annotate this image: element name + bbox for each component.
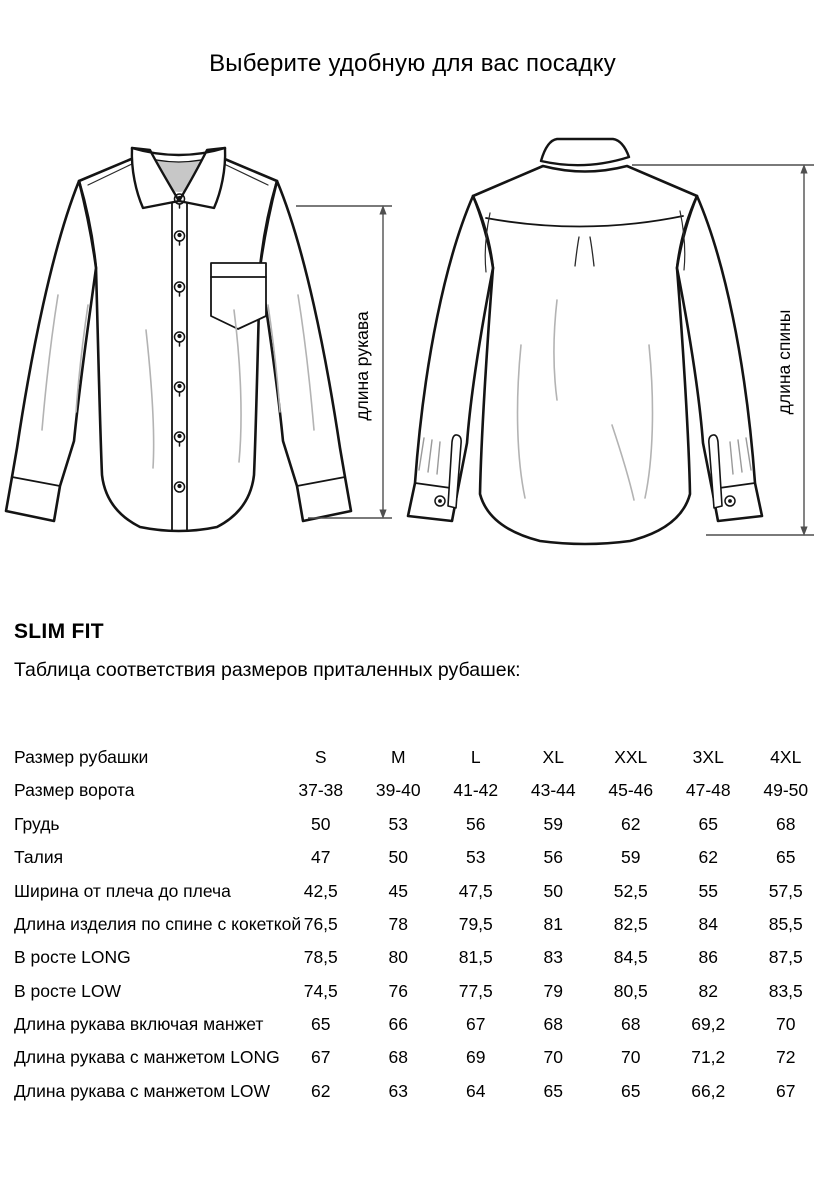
- cell: S: [314, 746, 327, 767]
- cell: 67: [311, 1047, 331, 1068]
- table-row: [14, 1008, 825, 1041]
- cell: 81: [543, 913, 563, 934]
- cell: 67: [776, 1080, 796, 1101]
- back-collar: [541, 139, 629, 165]
- cell: XXL: [614, 746, 648, 767]
- cell: XL: [542, 746, 564, 767]
- table-row: [14, 875, 825, 908]
- cell: 65: [698, 813, 718, 834]
- table-row: [14, 741, 825, 774]
- row-label: В росте LONG: [14, 947, 131, 968]
- cell: 76,5: [303, 913, 338, 934]
- page-title: Выберите удобную для вас посадку: [209, 50, 616, 77]
- size-table: [14, 741, 825, 1108]
- row-label: В росте LOW: [14, 980, 122, 1001]
- cell: 56: [543, 847, 563, 868]
- cell: 53: [388, 813, 408, 834]
- cell: 62: [311, 1080, 331, 1101]
- cell: 69,2: [691, 1014, 726, 1035]
- cell: 59: [621, 847, 641, 868]
- sleeve-length-label: длина рукава: [352, 311, 372, 421]
- row-label: Грудь: [14, 813, 60, 834]
- table-row: [14, 1075, 825, 1108]
- cell: 65: [776, 847, 796, 868]
- cell: 80: [388, 947, 408, 968]
- cell: 55: [698, 880, 718, 901]
- row-label: Длина рукава включая манжет: [14, 1014, 264, 1035]
- table-row: [14, 774, 825, 807]
- cell: M: [390, 746, 406, 767]
- cell: 84: [698, 913, 718, 934]
- cell: 84,5: [613, 947, 648, 968]
- cell: 70: [776, 1014, 796, 1035]
- cell: 4XL: [770, 746, 802, 767]
- cell: 50: [311, 813, 331, 834]
- cell: 87,5: [768, 947, 803, 968]
- cell: 56: [466, 813, 486, 834]
- table-subtitle: Таблица соответствия размеров приталенных рубашек:: [14, 659, 521, 681]
- cell: 50: [388, 847, 408, 868]
- cell: 76: [388, 980, 408, 1001]
- cell: 68: [388, 1047, 408, 1068]
- cell: 43-44: [530, 780, 576, 801]
- cell: 47,5: [458, 880, 493, 901]
- cell: 49-50: [763, 780, 809, 801]
- cell: 45: [388, 880, 408, 901]
- cell: 65: [621, 1080, 641, 1101]
- cell: 67: [466, 1014, 486, 1035]
- cell: L: [470, 746, 481, 767]
- row-label: Размер ворота: [14, 780, 135, 801]
- row-label: Размер рубашки: [14, 746, 149, 767]
- shirt-back-drawing: [408, 139, 762, 544]
- front-body: [79, 157, 277, 531]
- cell: 80,5: [613, 980, 648, 1001]
- cell: 39-40: [375, 780, 421, 801]
- slim-fit-heading: SLIM FIT: [14, 620, 104, 643]
- cell: 68: [621, 1014, 641, 1035]
- cell: 59: [543, 813, 563, 834]
- cell: 37-38: [298, 780, 344, 801]
- cell: 68: [543, 1014, 563, 1035]
- table-row: [14, 808, 825, 841]
- cell: 72: [776, 1047, 796, 1068]
- row-label: Длина рукава с манжетом LONG: [14, 1047, 280, 1068]
- back-length-label: длина спины: [774, 309, 794, 415]
- table-row: [14, 975, 825, 1008]
- cell: 52,5: [613, 880, 648, 901]
- cell: 62: [698, 847, 718, 868]
- cell: 41-42: [453, 780, 499, 801]
- table-row: [14, 1042, 825, 1075]
- cell: 45-46: [608, 780, 654, 801]
- cell: 66,2: [691, 1080, 726, 1101]
- cell: 65: [311, 1014, 331, 1035]
- cell: 79,5: [458, 913, 493, 934]
- cell: 3XL: [692, 746, 724, 767]
- cell: 86: [698, 947, 718, 968]
- cell: 66: [388, 1014, 408, 1035]
- table-row: [14, 841, 825, 874]
- front-chest-pocket: [211, 263, 266, 329]
- cell: 82,5: [613, 913, 648, 934]
- cell: 62: [621, 813, 641, 834]
- cell: 81,5: [458, 947, 493, 968]
- cell: 85,5: [768, 913, 803, 934]
- cell: 68: [776, 813, 796, 834]
- cell: 57,5: [768, 880, 803, 901]
- back-body: [473, 166, 697, 544]
- cell: 50: [543, 880, 563, 901]
- cell: 82: [698, 980, 718, 1001]
- table-row: [14, 941, 825, 974]
- cell: 69: [466, 1047, 486, 1068]
- cell: 65: [543, 1080, 563, 1101]
- cell: 70: [543, 1047, 563, 1068]
- cell: 83: [543, 947, 563, 968]
- cell: 83,5: [768, 980, 803, 1001]
- cell: 78: [388, 913, 408, 934]
- cell: 77,5: [458, 980, 493, 1001]
- table-row: [14, 908, 825, 941]
- cell: 74,5: [303, 980, 338, 1001]
- cell: 78,5: [303, 947, 338, 968]
- cell: 70: [621, 1047, 641, 1068]
- row-label: Длина изделия по спине с кокеткой: [14, 913, 302, 934]
- cell: 71,2: [691, 1047, 726, 1068]
- cell: 47-48: [685, 780, 731, 801]
- cell: 79: [543, 980, 563, 1001]
- row-label: Талия: [14, 847, 64, 868]
- cell: 42,5: [303, 880, 338, 901]
- cell: 47: [311, 847, 331, 868]
- cell: 64: [466, 1080, 486, 1101]
- cell: 63: [388, 1080, 408, 1101]
- cell: 53: [466, 847, 486, 868]
- row-label: Ширина от плеча до плеча: [14, 880, 231, 901]
- row-label: Длина рукава с манжетом LOW: [14, 1080, 271, 1101]
